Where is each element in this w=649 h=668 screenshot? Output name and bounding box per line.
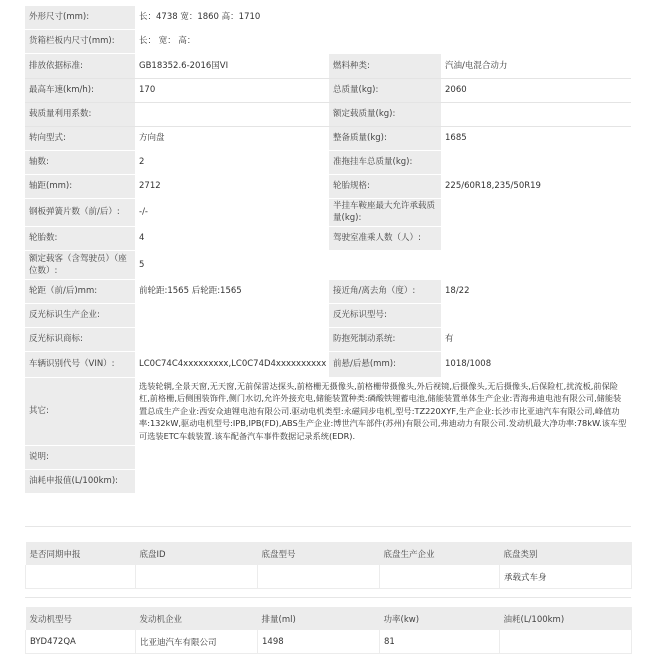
spec-row <box>25 78 631 102</box>
spec-label: 轮距（前/后)mm: <box>25 279 135 303</box>
spec-label: 驾驶室准乘人数（人）: <box>329 226 441 250</box>
engine-cell: BYD472QA <box>26 630 136 654</box>
spec-value: 1018/1008 <box>441 351 631 377</box>
spec-label: 反光标识型号: <box>329 303 441 327</box>
spec-row <box>25 226 631 250</box>
spec-label: 燃料种类: <box>329 53 441 78</box>
spec-label: 轮胎数: <box>25 226 135 250</box>
chassis-cell <box>26 565 136 589</box>
spec-value: 225/60R18,235/50R19 <box>441 174 631 198</box>
spec-label: 额定载质量(kg): <box>329 102 441 126</box>
spec-value: 5 <box>135 250 631 279</box>
spec-value: 方向盘 <box>135 126 329 150</box>
chassis-header-cell: 底盘类别 <box>500 542 632 565</box>
section-divider <box>25 526 631 527</box>
spec-row <box>25 174 631 198</box>
spec-row <box>25 469 631 493</box>
spec-value: 长： 宽： 高： <box>135 29 631 53</box>
chassis-data-row <box>26 565 632 589</box>
spec-label: 其它: <box>25 377 135 445</box>
spec-row <box>25 327 631 351</box>
spec-label: 排放依据标准: <box>25 53 135 78</box>
chassis-cell <box>380 565 500 589</box>
spec-value: 4 <box>135 226 329 250</box>
spec-label: 转向型式: <box>25 126 135 150</box>
spec-value <box>135 327 329 351</box>
spec-row <box>25 351 631 377</box>
spec-value: 长：4738 宽：1860 高：1710 <box>135 6 631 29</box>
chassis-cell: 承载式车身 <box>500 565 632 589</box>
spec-value: 18/22 <box>441 279 631 303</box>
spec-value <box>441 150 631 174</box>
spec-value: LC0C74C4xxxxxxxxx,LC0C74D4xxxxxxxxxx <box>135 351 329 377</box>
spec-row <box>25 6 631 29</box>
spec-label: 钢板弹簧片数（前/后）: <box>25 198 135 226</box>
spec-label: 前悬/后悬(mm): <box>329 351 441 377</box>
spec-label: 接近角/离去角（度）: <box>329 279 441 303</box>
spec-label: 反光标识商标: <box>25 327 135 351</box>
spec-value: 汽油/电混合动力 <box>441 53 631 78</box>
spec-value <box>441 198 631 226</box>
chassis-header-cell: 底盘生产企业 <box>380 542 500 565</box>
engine-header-cell: 发动机型号 <box>26 607 136 630</box>
spec-row <box>25 303 631 327</box>
spec-label: 准拖挂车总质量(kg): <box>329 150 441 174</box>
spec-label: 反光标识生产企业: <box>25 303 135 327</box>
spec-label: 轴数: <box>25 150 135 174</box>
engine-cell: 比亚迪汽车有限公司 <box>136 630 258 654</box>
section-divider <box>25 597 631 598</box>
spec-value <box>135 445 631 469</box>
spec-row <box>25 445 631 469</box>
spec-label: 说明: <box>25 445 135 469</box>
spec-row <box>25 53 631 78</box>
spec-value <box>441 303 631 327</box>
spec-value: 前轮距:1565 后轮距:1565 <box>135 279 329 303</box>
spec-label: 防抱死制动系统: <box>329 327 441 351</box>
spec-label: 最高车速(km/h): <box>25 78 135 102</box>
spec-row <box>25 150 631 174</box>
spec-label: 总质量(kg): <box>329 78 441 102</box>
spec-value: 2060 <box>441 78 631 102</box>
engine-data-row <box>26 630 632 654</box>
vehicle-spec-table <box>25 6 631 494</box>
spec-label: 外形尺寸(mm): <box>25 6 135 29</box>
spec-label: 轴距(mm): <box>25 174 135 198</box>
spec-value: 2712 <box>135 174 329 198</box>
spec-row <box>25 250 631 279</box>
engine-cell <box>500 630 632 654</box>
spec-label: 载质量利用系数: <box>25 102 135 126</box>
engine-cell: 81 <box>380 630 500 654</box>
spec-value <box>441 226 631 250</box>
spec-value: 170 <box>135 78 329 102</box>
chassis-header-cell: 底盘型号 <box>258 542 380 565</box>
engine-header-cell: 发动机企业 <box>136 607 258 630</box>
spec-value: 2 <box>135 150 329 174</box>
spec-row <box>25 279 631 303</box>
spec-label: 车辆识别代号（VIN）: <box>25 351 135 377</box>
spec-value: 1685 <box>441 126 631 150</box>
spec-value: 有 <box>441 327 631 351</box>
spec-label: 货箱栏板内尺寸(mm): <box>25 29 135 53</box>
chassis-cell <box>258 565 380 589</box>
engine-header-cell: 功率(kw) <box>380 607 500 630</box>
spec-label: 整备质量(kg): <box>329 126 441 150</box>
spec-label: 半挂车鞍座最大允许承载质量(kg): <box>329 198 441 226</box>
spec-row <box>25 102 631 126</box>
spec-value <box>135 102 329 126</box>
spec-label: 油耗申报值(L/100km): <box>25 469 135 493</box>
spec-value: GB18352.6-2016国VI <box>135 53 329 78</box>
engine-header-row <box>26 607 632 630</box>
spec-row <box>25 377 631 445</box>
spec-row <box>25 126 631 150</box>
spec-value <box>135 303 329 327</box>
spec-row <box>25 198 631 226</box>
engine-header-cell: 排量(ml) <box>258 607 380 630</box>
spec-value: 选装轮辋,全景天窗,无天窗,无前保雷达探头,前格栅无摄像头,前格栅带摄像头,外后视镜,后摄像头,无后摄像头,后保险杠,扰流板,前保险杠,前格栅,后侧围装饰件,侧门水切,允许外接充电,储能装置种类:磷酸铁锂蓄电池,储能装置单体生产企业:青海弗迪电池有限公司,储能装置总成生产企业:西安众迪锂电池有限公司.驱动电机类型:永磁同步电机,型号:TZ220XYF,生产企业:长沙市比亚迪汽车有限公司,峰值功率:132kW,驱动电机型号:IPB,IPB(FD),ABS生产企业:博世汽车部件(苏州)有限公司,弗迪动力有限公司.发动机最大净功率:78kW.该车型可选装ETC车载装置.该车配备汽车事件数据记录系统(EDR). <box>135 377 631 445</box>
spec-row <box>25 29 631 53</box>
chassis-table <box>25 542 632 589</box>
spec-value: -/- <box>135 198 329 226</box>
engine-header-cell: 油耗(L/100km) <box>500 607 632 630</box>
spec-value <box>441 102 631 126</box>
spec-label: 轮胎规格: <box>329 174 441 198</box>
chassis-header-cell: 是否同期申报 <box>26 542 136 565</box>
chassis-cell <box>136 565 258 589</box>
engine-cell: 1498 <box>258 630 380 654</box>
spec-label: 额定载客（含驾驶员）（座位数）: <box>25 250 135 279</box>
engine-table <box>25 607 632 654</box>
spec-value <box>135 469 631 493</box>
chassis-header-cell: 底盘ID <box>136 542 258 565</box>
chassis-header-row <box>26 542 632 565</box>
